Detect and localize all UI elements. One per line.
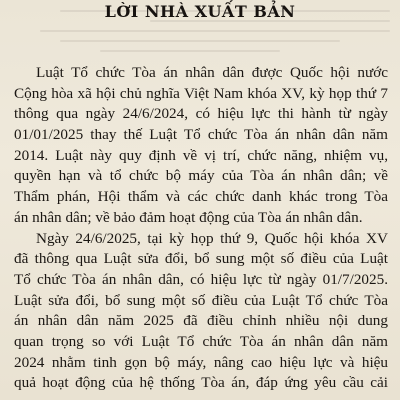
text-line: Tổ chức Tòa án nhân dân, có hiệu lực từ ngày 01/7/2025. (14, 270, 388, 288)
body-text (14, 63, 388, 394)
text-line: quả hoạt động của hệ thống Tòa án, đáp ứng yêu cầu cải (14, 374, 388, 392)
text-line: Luật sửa đổi, bổ sung một số điều của Luật Tổ chức Tòa (14, 291, 388, 309)
page-title: LỜI NHÀ XUẤT BẢN (104, 2, 296, 21)
text-line: Thẩm phán, Hội thẩm và các chức danh khác trong Tòa (14, 188, 388, 206)
text-line: quan trọng so với Luật Tổ chức Tòa án nhân dân năm (14, 332, 388, 350)
text-line: đã thông qua Luật sửa đổi, bổ sung một số điều của Luật (14, 250, 388, 268)
text-line: Ngày 24/6/2025, tại kỳ họp thứ 9, Quốc hội khóa XV (36, 229, 388, 247)
text-line: quyền hạn và tổ chức bộ máy của Tòa án nhân dân; về (14, 167, 388, 185)
text-line: 2014. Luật này quy định về vị trí, chức năng, nhiệm vụ, (14, 146, 388, 164)
text-line: án nhân dân; về bảo đảm hoạt động của Tòa án nhân dân. (14, 208, 363, 226)
text-line: thông qua ngày 24/6/2024, có hiệu lực thi hành từ ngày (14, 105, 388, 123)
text-line: 2024 nhằm tinh gọn bộ máy, nâng cao hiệu lực và hiệu (14, 353, 388, 371)
text-line: 01/01/2025 thay thế Luật Tổ chức Tòa án nhân dân năm (14, 126, 388, 144)
text-line: Cộng hòa xã hội chủ nghĩa Việt Nam khóa XV, kỳ họp thứ 7 (14, 84, 388, 102)
text-line: Luật Tổ chức Tòa án nhân dân được Quốc hội nước (36, 64, 388, 81)
text-line: án nhân dân năm 2025 đã điều chỉnh nhiều nội dung (14, 312, 388, 330)
